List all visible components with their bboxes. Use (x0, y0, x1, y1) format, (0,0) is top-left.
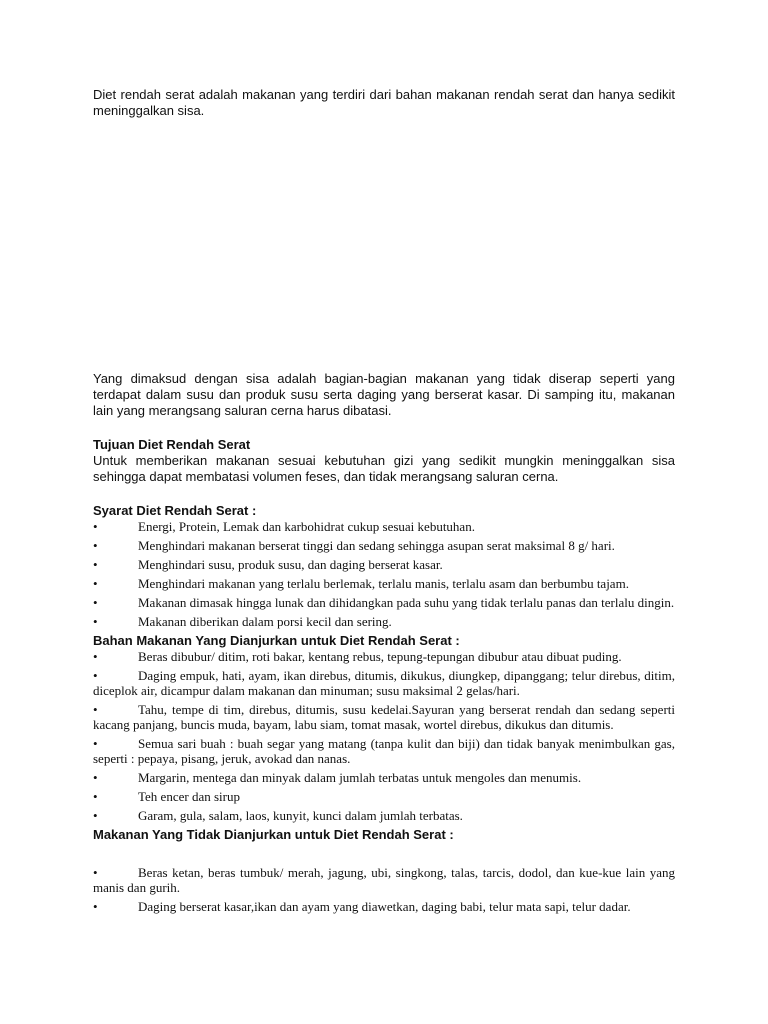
list-item: • Daging empuk, hati, ayam, ikan direbus, ditumis, dikukus, diungkep, dipanggang; telur direbus, ditim, diceplok air, dicampur dalam makanan dan minuman; susu maksimal 2 gelas/hari. (93, 668, 675, 698)
tujuan-paragraph: Untuk memberikan makanan sesuai kebutuhan gizi yang sedikit mungkin meninggalkan sisa sehingga dapat membatasi volumen feses, dan tidak merangsang saluran cerna. (93, 453, 675, 484)
bullet-icon: • (93, 668, 98, 683)
bullet-icon: • (93, 865, 98, 880)
list-item: • Teh encer dan sirup (93, 789, 240, 804)
list-item: • Menghindari makanan berserat tinggi dan sedang sehingga asupan serat maksimal 8 g/ hari. (93, 538, 615, 553)
tidak-dianjurkan-heading: Makanan Yang Tidak Dianjurkan untuk Diet Rendah Serat : (93, 827, 454, 842)
list-item: • Makanan diberikan dalam porsi kecil dan sering. (93, 614, 392, 629)
list-item: • Energi, Protein, Lemak dan karbohidrat cukup sesuai kebutuhan. (93, 519, 475, 534)
bullet-icon: • (93, 808, 98, 823)
bullet-icon: • (93, 736, 98, 751)
list-item: • Garam, gula, salam, laos, kunyit, kunci dalam jumlah terbatas. (93, 808, 463, 823)
list-item: • Menghindari susu, produk susu, dan daging berserat kasar. (93, 557, 443, 572)
bullet-icon: • (93, 770, 98, 785)
bullet-icon: • (93, 789, 98, 804)
tidak-dianjurkan-list (93, 865, 675, 914)
list-item: • Makanan dimasak hingga lunak dan dihidangkan pada suhu yang tidak terlalu panas dan terlalu dingin. (93, 595, 675, 610)
bullet-icon: • (93, 557, 98, 572)
document-page (93, 87, 675, 918)
dianjurkan-heading: Bahan Makanan Yang Dianjurkan untuk Diet Rendah Serat : (93, 633, 460, 648)
bullet-icon: • (93, 614, 98, 629)
syarat-heading: Syarat Diet Rendah Serat : (93, 503, 257, 518)
list-item: • Beras dibubur/ ditim, roti bakar, kentang rebus, tepung-tepungan dibubur atau dibuat puding. (93, 649, 622, 664)
bullet-icon: • (93, 595, 98, 610)
bullet-icon: • (93, 899, 98, 914)
bullet-icon: • (93, 649, 98, 664)
list-item: • Menghindari makanan yang terlalu berlemak, terlalu manis, terlalu asam dan berbumbu tajam. (93, 576, 629, 591)
list-item: • Daging berserat kasar,ikan dan ayam yang diawetkan, daging babi, telur mata sapi, telur dadar. (93, 899, 631, 914)
bullet-icon: • (93, 576, 98, 591)
list-item: • Semua sari buah : buah segar yang matang (tanpa kulit dan biji) dan tidak banyak menimbulkan gas, seperti : pepaya, pisang, jeruk, avokad dan nanas. (93, 736, 675, 766)
intro-paragraph: Diet rendah serat adalah makanan yang terdiri dari bahan makanan rendah serat dan hanya sedikit meninggalkan sisa. (93, 87, 675, 118)
bullet-icon: • (93, 519, 98, 534)
dianjurkan-list (93, 649, 675, 823)
list-item: • Margarin, mentega dan minyak dalam jumlah terbatas untuk mengoles dan menumis. (93, 770, 582, 785)
bullet-icon: • (93, 702, 98, 717)
tujuan-heading: Tujuan Diet Rendah Serat (93, 437, 251, 452)
blank-area (93, 119, 675, 371)
list-item: • Tahu, tempe di tim, direbus, ditumis, susu kedelai.Sayuran yang berserat rendah dan sedang seperti kacang panjang, buncis muda, bayam, labu siam, tomat masak, wortel direbus, dikukus dan ditumis. (93, 702, 675, 732)
sisa-paragraph: Yang dimaksud dengan sisa adalah bagian-bagian makanan yang tidak diserap seperti yang terdapat dalam susu dan produk susu serta daging yang berserat kasar. Di samping itu, makanan lain yang merangsang saluran cerna harus dibatasi. (93, 371, 675, 418)
list-item: • Beras ketan, beras tumbuk/ merah, jagung, ubi, singkong, talas, tarcis, dodol, dan kue-kue lain yang manis dan gurih. (93, 865, 675, 895)
bullet-icon: • (93, 538, 98, 553)
syarat-list (93, 519, 675, 629)
